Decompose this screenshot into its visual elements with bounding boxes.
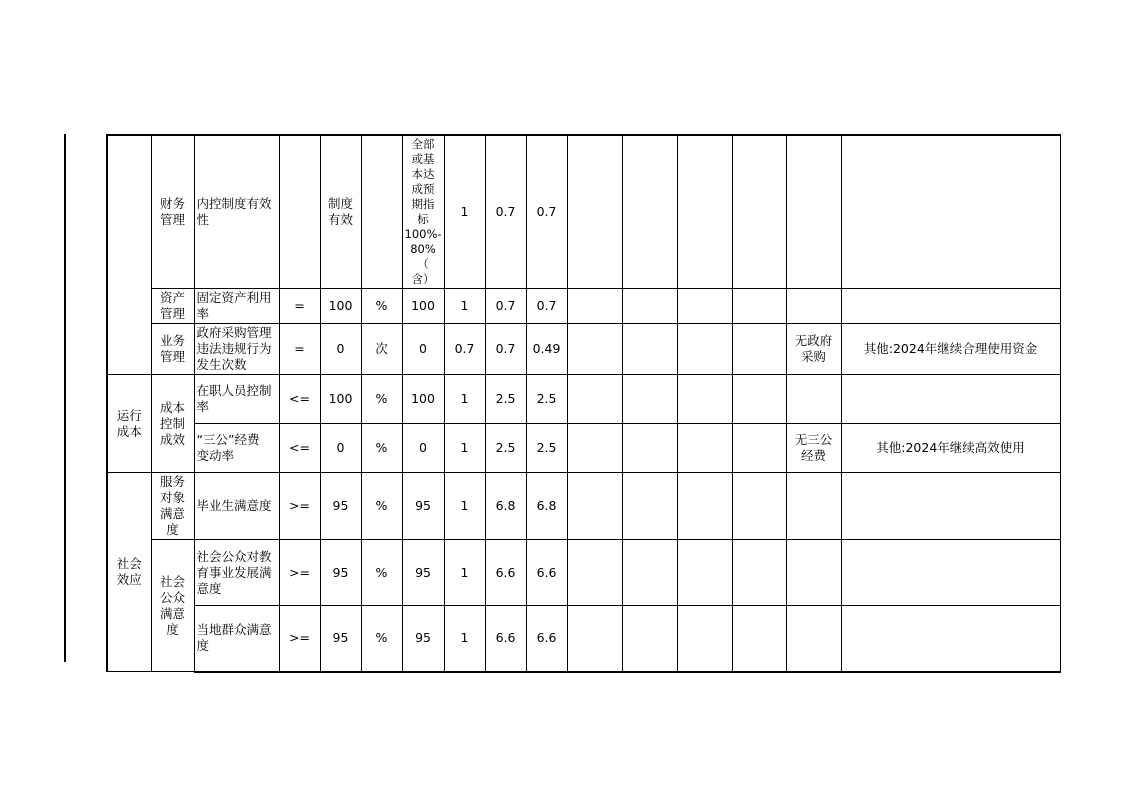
level1-cell	[107, 135, 151, 375]
level1-cell: 社会 效应	[107, 473, 151, 672]
unit-cell: %	[361, 606, 402, 672]
table-row	[107, 606, 1060, 672]
level2-cell: 资产 管理	[151, 289, 194, 324]
reason-cell: 无三公 经费	[786, 424, 841, 473]
target-cell: 95	[320, 473, 361, 540]
full-score-cell: 0.7	[485, 324, 526, 375]
actual-cell: 100	[402, 375, 444, 424]
level2-cell: 成本 控制 成效	[151, 375, 194, 473]
actual-cell: 95	[402, 540, 444, 606]
target-cell: 0	[320, 424, 361, 473]
score-cell: 0.7	[526, 135, 567, 289]
level2-cell: 业务 管理	[151, 324, 194, 375]
target-cell: 100	[320, 375, 361, 424]
empty-cell	[622, 375, 677, 424]
operator-cell: <=	[279, 424, 320, 473]
score-cell: 6.6	[526, 606, 567, 672]
table-row	[107, 540, 1060, 606]
weight-cell: 1	[444, 424, 485, 473]
empty-cell	[677, 289, 732, 324]
operator-cell: >=	[279, 473, 320, 540]
empty-cell	[567, 375, 622, 424]
left-margin-rule	[64, 134, 66, 662]
empty-cell	[622, 473, 677, 540]
unit-cell: %	[361, 540, 402, 606]
full-score-cell: 0.7	[485, 135, 526, 289]
reason-cell	[786, 473, 841, 540]
level2-cell: 财务 管理	[151, 135, 194, 289]
table-row	[107, 375, 1060, 424]
empty-cell	[732, 540, 786, 606]
operator-cell: <=	[279, 375, 320, 424]
reason-cell	[786, 606, 841, 672]
empty-cell	[732, 606, 786, 672]
actual-cell: 0	[402, 324, 444, 375]
empty-cell	[677, 473, 732, 540]
empty-cell	[567, 324, 622, 375]
empty-cell	[567, 540, 622, 606]
table-row	[107, 289, 1060, 324]
indicator-cell: 当地群众满意 度	[194, 606, 279, 672]
weight-cell: 1	[444, 375, 485, 424]
full-score-cell: 6.8	[485, 473, 526, 540]
weight-cell: 1	[444, 540, 485, 606]
performance-indicator-table	[106, 134, 1061, 673]
note-cell: 其他:2024年继续高效使用	[841, 424, 1060, 473]
actual-cell: 100	[402, 289, 444, 324]
actual-cell: 95	[402, 473, 444, 540]
empty-cell	[622, 606, 677, 672]
table-row	[107, 135, 1060, 289]
operator-cell	[279, 135, 320, 289]
indicator-cell: 内控制度有效 性	[194, 135, 279, 289]
note-cell	[841, 289, 1060, 324]
operator-cell: =	[279, 289, 320, 324]
full-score-cell: 2.5	[485, 375, 526, 424]
empty-cell	[567, 135, 622, 289]
target-cell: 95	[320, 606, 361, 672]
target-cell: 0	[320, 324, 361, 375]
empty-cell	[732, 424, 786, 473]
indicator-cell: 政府采购管理 违法违规行为 发生次数	[194, 324, 279, 375]
indicator-cell: 社会公众对教 育事业发展满 意度	[194, 540, 279, 606]
empty-cell	[567, 424, 622, 473]
empty-cell	[677, 606, 732, 672]
empty-cell	[622, 540, 677, 606]
reason-cell	[786, 540, 841, 606]
weight-cell: 0.7	[444, 324, 485, 375]
weight-cell: 1	[444, 135, 485, 289]
empty-cell	[732, 473, 786, 540]
indicator-cell: 固定资产利用 率	[194, 289, 279, 324]
actual-cell: 95	[402, 606, 444, 672]
reason-cell	[786, 135, 841, 289]
empty-cell	[567, 606, 622, 672]
full-score-cell: 2.5	[485, 424, 526, 473]
empty-cell	[677, 375, 732, 424]
unit-cell: %	[361, 289, 402, 324]
target-cell: 100	[320, 289, 361, 324]
note-cell	[841, 375, 1060, 424]
table-row	[107, 424, 1060, 473]
weight-cell: 1	[444, 289, 485, 324]
table-row	[107, 324, 1060, 375]
actual-cell: 全部 或基 本达 成预 期指 标 100%- 80%（ 含）	[402, 135, 444, 289]
score-cell: 0.7	[526, 289, 567, 324]
empty-cell	[567, 289, 622, 324]
note-cell	[841, 135, 1060, 289]
score-cell: 2.5	[526, 375, 567, 424]
empty-cell	[732, 289, 786, 324]
empty-cell	[677, 424, 732, 473]
target-cell: 95	[320, 540, 361, 606]
unit-cell	[361, 135, 402, 289]
operator-cell: =	[279, 324, 320, 375]
reason-cell	[786, 289, 841, 324]
empty-cell	[622, 289, 677, 324]
unit-cell: %	[361, 473, 402, 540]
full-score-cell: 6.6	[485, 606, 526, 672]
empty-cell	[567, 473, 622, 540]
empty-cell	[677, 540, 732, 606]
table-row	[107, 473, 1060, 540]
unit-cell: %	[361, 375, 402, 424]
empty-cell	[732, 135, 786, 289]
operator-cell: >=	[279, 540, 320, 606]
full-score-cell: 6.6	[485, 540, 526, 606]
level2-cell: 服务 对象 满意 度	[151, 473, 194, 540]
empty-cell	[622, 135, 677, 289]
empty-cell	[677, 324, 732, 375]
empty-cell	[677, 135, 732, 289]
reason-cell: 无政府 采购	[786, 324, 841, 375]
empty-cell	[622, 424, 677, 473]
target-cell: 制度 有效	[320, 135, 361, 289]
indicator-cell: 在职人员控制 率	[194, 375, 279, 424]
note-cell	[841, 540, 1060, 606]
weight-cell: 1	[444, 473, 485, 540]
unit-cell: %	[361, 424, 402, 473]
indicator-cell: “三公”经费 变动率	[194, 424, 279, 473]
unit-cell: 次	[361, 324, 402, 375]
indicator-cell: 毕业生满意度	[194, 473, 279, 540]
score-cell: 6.6	[526, 540, 567, 606]
full-score-cell: 0.7	[485, 289, 526, 324]
operator-cell: >=	[279, 606, 320, 672]
score-cell: 0.49	[526, 324, 567, 375]
weight-cell: 1	[444, 606, 485, 672]
score-cell: 6.8	[526, 473, 567, 540]
note-cell	[841, 473, 1060, 540]
note-cell	[841, 606, 1060, 672]
note-cell: 其他:2024年继续合理使用资金	[841, 324, 1060, 375]
score-cell: 2.5	[526, 424, 567, 473]
actual-cell: 0	[402, 424, 444, 473]
empty-cell	[732, 324, 786, 375]
level1-cell: 运行 成本	[107, 375, 151, 473]
empty-cell	[622, 324, 677, 375]
empty-cell	[732, 375, 786, 424]
level2-cell: 社会 公众 满意 度	[151, 540, 194, 672]
reason-cell	[786, 375, 841, 424]
